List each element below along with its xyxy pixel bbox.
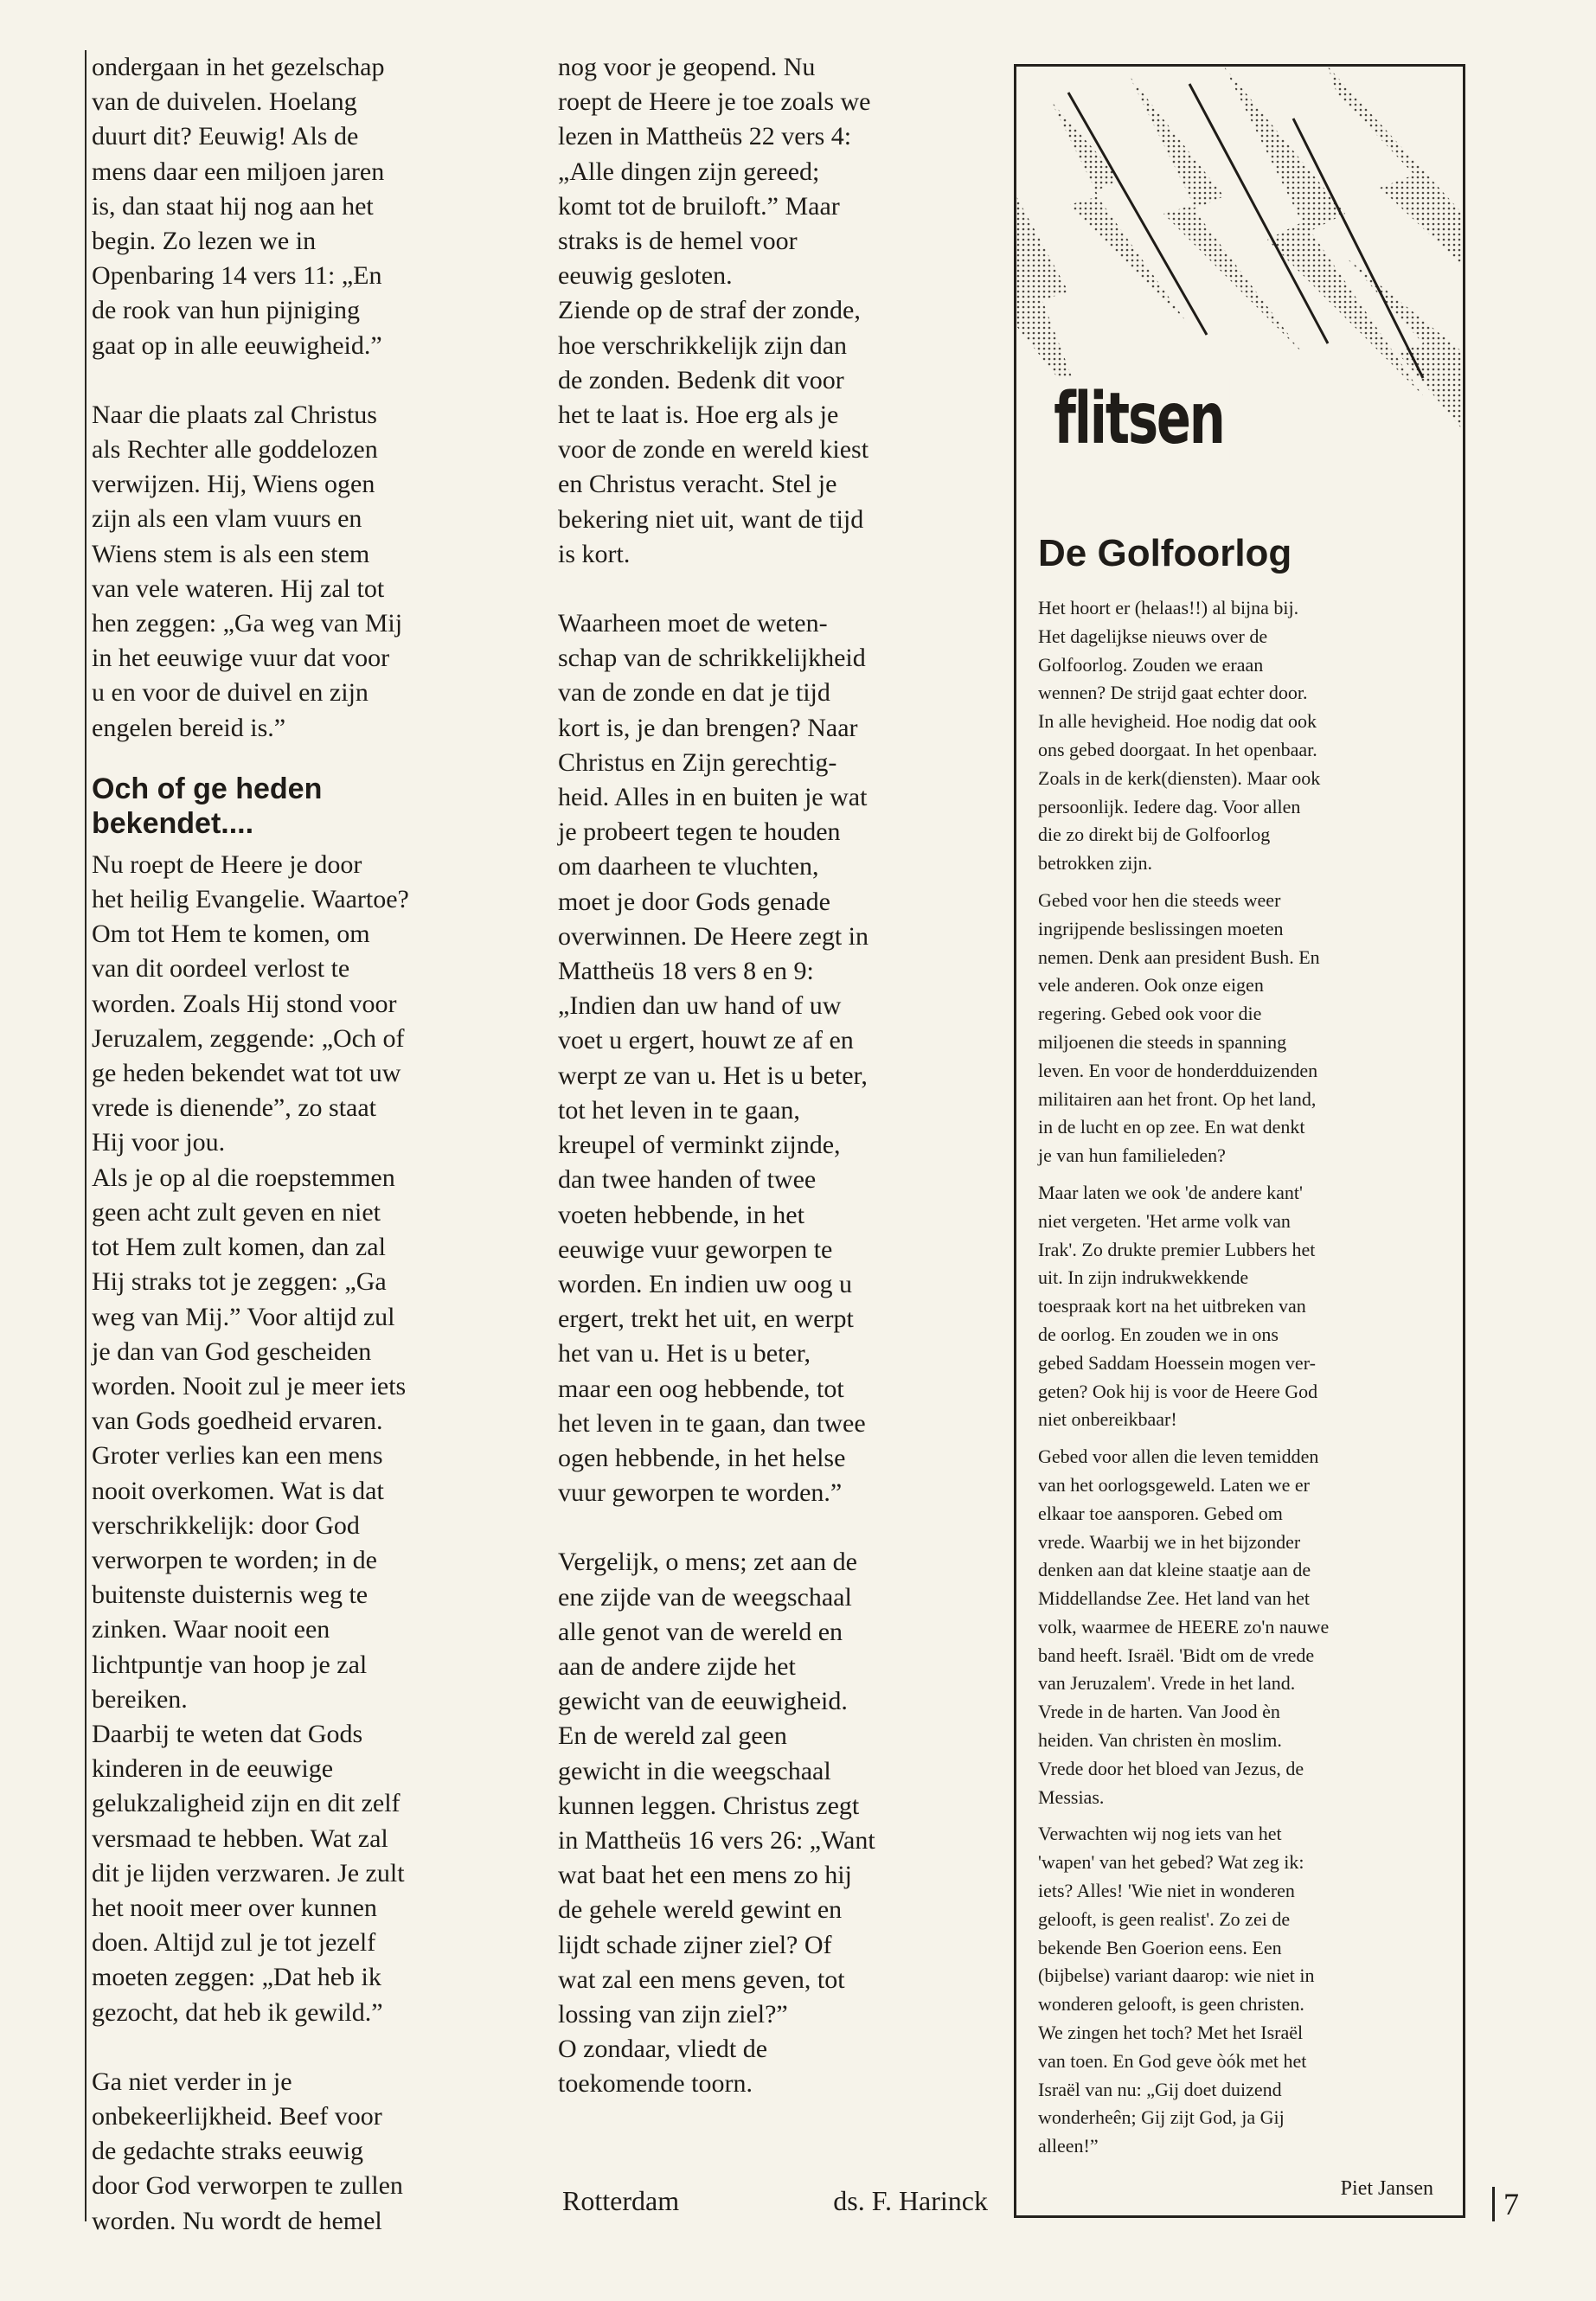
article-column-2 [558, 50, 1008, 2102]
flitsen-sidebox [1014, 64, 1465, 2218]
page-number: 7 [1492, 2187, 1519, 2221]
paragraph: ondergaan in het gezelschap van de duivelen. Hoelang duurt dit? Eeuwig! Als de mens daar een miljoen jaren is, dan staat hij nog aan het begin. Zo lezen we in Openbaring 14 vers 11: „En de rook van hun pijniging gaat op in alle eeuwigheid.” [92, 53, 385, 360]
sidebox-author: Piet Jansen [1340, 2177, 1433, 2200]
flitsen-label: flitsen [1048, 378, 1230, 460]
sidebox-paragraph: Gebed voor allen die leven temidden van het oorlogsgeweld. Laten we er elkaar toe aansporen. Gebed om vrede. Waarbij we in het bijzonder denken aan dat kleine staatje aan de Middellandse Zee. Het land van het volk, waarmee de HEERE zo'n nauwe band heeft. Israël. 'Bidt om de vrede van Jeruzalem'. Vrede in het land. Vrede in de harten. Van Jood èn heiden. Van christen èn moslim. Vrede door het bloed van Jezus, de Messias. [1038, 1445, 1330, 1808]
paragraph: nog voor je geopend. Nu roept de Heere je toe zoals we lezen in Mattheüs 22 vers 4: „Alle dingen zijn gereed; komt tot de bruiloft.” Maar straks is de hemel voor eeuwig gesloten. Ziende op de straf der zonde, hoe verschrikkelijk zijn dan de zonden. Bedenk dit voor het te laat is. Hoe erg als je voor de zonde en wereld kiest en Christus veracht. Stel je bekering niet uit, want de tijd is kort. [558, 53, 871, 568]
paragraph: Nu roept de Heere je door het heilig Evangelie. Waartoe? Om tot Hem te komen, om van dit oordeel verlost te worden. Zoals Hij stond voor Jeruzalem, zeggende: „Och of ge heden bekendet wat tot uw vrede is dienende”, zo staat Hij voor jou. Als je op al die roepstemmen geen acht zult geven en niet tot Hem zult komen, dan zal Hij straks tot je zeggen: „Ga weg van Mij.” Voor altijd zul je dan van God gescheiden worden. Nooit zul je meer iets van Gods goedheid ervaren. Groter verlies kan een mens nooit overkomen. Wat is dat verschrikkelijk: door God verworpen te worden; in de buitenste duisternis weg te zinken. Waar nooit een lichtpuntje van hoop je zal bereiken. Daarbij te weten dat Gods kinderen in de eeuwige gelukzaligheid zijn en dit zelf versmaad te hebben. Wat zal dit je lijden verzwaren. Je zult het nooit meer over kunnen doen. Altijd zul je tot jezelf moeten zeggen: „Dat heb ik gezocht, dat heb ik gewild.” [92, 849, 409, 2027]
sidebox-title: De Golfoorlog [1038, 532, 1292, 574]
sidebox-body [1038, 594, 1445, 2170]
sidebox-paragraph: Verwachten wij nog iets van het 'wapen' van het gebed? Wat zeg ik: iets? Alles! 'Wie niet in wonderen gelooft, is geen realist'. Zo zei de bekende Ben Goerion eens. Een (bijbelse) variant daarop: wie niet in wonderen gelooft, is geen christen. We zingen het toch? Met het Israël van toen. En God geve òók met het Israël van nu: „Gij doet duizend wonderheên; Gij zijt God, ja Gij alleen!” [1038, 1823, 1315, 2157]
signature-author: ds. F. Harinck [833, 2185, 988, 2216]
article-signature [562, 2185, 988, 2217]
sidebox-paragraph: Gebed voor hen die steeds weer ingrijpende beslissingen moeten nemen. Denk aan president Bush. En vele anderen. Ook onze eigen regering. Gebed ook voor die miljoenen die steeds in spanning leven. En voor de honderdduizenden militairen aan het front. Op het land, in de lucht en op zee. En wat denkt je van hun familieleden? [1038, 888, 1320, 1167]
sidebox-paragraph: Het hoort er (helaas!!) al bijna bij. Het dagelijkse nieuws over de Golfoorlog. Zouden we eraan wennen? De strijd gaat echter door. In alle hevigheid. Hoe nodig dat ook ons gebed doorgaat. In het openbaar. Zoals in de kerk(diensten). Maar ook persoonlijk. Iedere dag. Voor allen die zo direkt bij de Golfoorlog betrokken zijn. [1038, 597, 1321, 875]
sidebox-paragraph: Maar laten we ook 'de andere kant' niet vergeten. 'Het arme volk van Irak'. Zo drukte premier Lubbers het uit. In zijn indrukwekkende toespraak kort na het uitbreken van de oorlog. En zouden we in ons gebed Saddam Hoessein mogen ver- geten? Ook hij is voor de Heere God niet onbereikbaar! [1038, 1181, 1318, 1431]
paragraph: Vergelijk, o mens; zet aan de ene zijde van de weegschaal alle genot van de wereld en aan de andere zijde het gewicht van de eeuwigheid. En de wereld zal geen gewicht in die weegschaal kunnen leggen. Christus zegt in Mattheüs 16 vers 26: „Want wat baat het een mens zo hij de gehele wereld gewint en lijdt schade zijner ziel? Of wat zal een mens geven, tot lossing van zijn ziel?” O zondaar, vliedt de toekomende toorn. [558, 1548, 875, 2099]
paragraph: Ga niet verder in je onbekeerlijkheid. Beef voor de gedachte straks eeuwig door God verworpen te zullen worden. Nu wordt de hemel [92, 2067, 403, 2235]
article-column-1 [85, 50, 529, 2235]
paragraph: Waarheen moet de weten- schap van de schrikkelijkheid van de zonde en dat je tijd kort is, je dan brengen? Naar Christus en Zijn gerechtig- heid. Alles in en buiten je wat je probeert tegen te houden om daarheen te vluchten, moet je door Gods genade overwinnen. De Heere zegt in Mattheüs 18 vers 8 en 9: „Indien dan uw hand of uw voet u ergert, houwt ze af en werpt ze van u. Het is u beter, tot het leven in te gaan, kreupel of verminkt zijnde, dan twee handen of twee voeten hebbende, in het eeuwige vuur geworpen te worden. En indien uw oog u ergert, trekt het uit, en werpt het van u. Het is u beter, maar een oog hebbende, tot het leven in te gaan, dan twee ogen hebbende, in het helse vuur geworpen te worden.” [558, 609, 869, 1508]
paragraph: Naar die plaats zal Christus als Rechter alle goddelozen verwijzen. Hij, Wiens ogen zijn als een vlam vuurs en Wiens stem is als een stem van vele wateren. Hij zal tot hen zeggen: „Ga weg van Mij in het eeuwige vuur dat voor u en voor de duivel en zijn engelen bereid is.” [92, 400, 403, 742]
signature-place: Rotterdam [562, 2185, 680, 2216]
section-heading: Och of ge heden bekendet.... [92, 772, 323, 840]
